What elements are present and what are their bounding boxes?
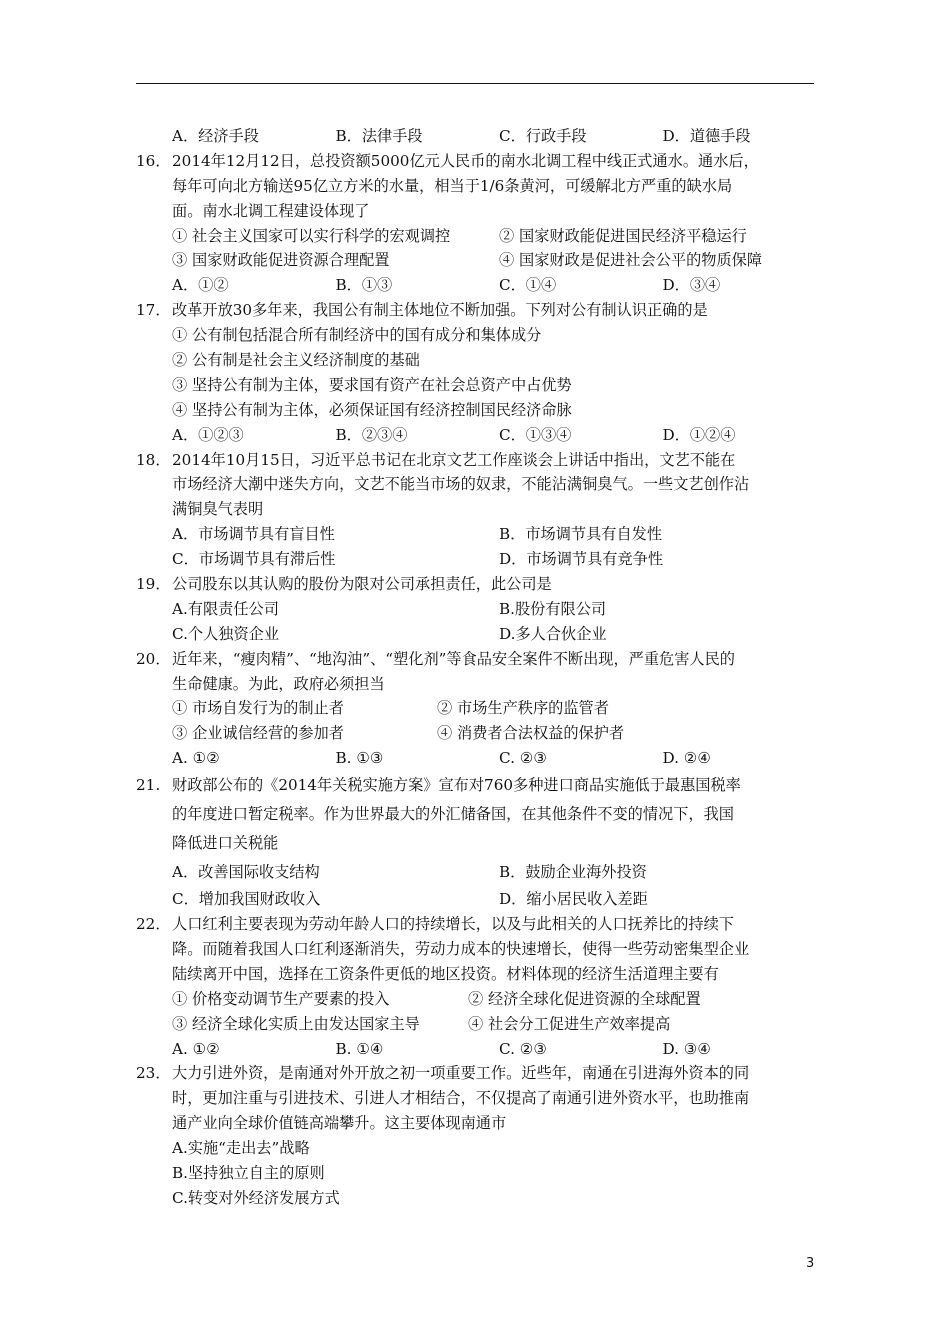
q16-option-c[interactable]: C．①④ xyxy=(499,276,557,295)
q22-stem-line: 降。而随着我国人口红利逐渐消失，劳动力成本的快速增长，使得一些劳动密集型企业 xyxy=(172,939,750,958)
q18-option-d[interactable]: D．市场调节具有竞争性 xyxy=(499,550,664,569)
q19-options xyxy=(136,622,826,647)
q21-option-b[interactable]: B．鼓励企业海外投资 xyxy=(499,863,647,882)
q16-stem-line: 面。南水北调工程建设体现了 xyxy=(172,201,370,220)
q17-option-d[interactable]: D．①②④ xyxy=(662,425,736,444)
q23-option-b[interactable]: B.坚持独立自主的原则 xyxy=(172,1163,325,1182)
q17-option-c[interactable]: C．①③④ xyxy=(499,425,572,444)
q16-item-1: ① 社会主义国家可以实行科学的宏观调控 xyxy=(172,226,451,245)
q16-number: 16． xyxy=(136,151,171,170)
q22-options xyxy=(136,1037,826,1062)
q21-option-a[interactable]: A．改善国际收支结构 xyxy=(172,863,320,882)
q22-option-b[interactable]: B. ①④ xyxy=(335,1039,384,1058)
header-rule xyxy=(136,83,814,84)
q18-stem-line: 满铜臭气表明 xyxy=(172,500,264,519)
q16-option-d[interactable]: D．③④ xyxy=(662,276,721,295)
q18-options xyxy=(136,547,826,572)
q22-number: 22． xyxy=(136,915,171,934)
q17-option-b[interactable]: B．②③④ xyxy=(335,425,408,444)
q16-item-2: ② 国家财政能促进国民经济平稳运行 xyxy=(499,226,747,245)
q23-stem: 23．大力引进外资，是南通对外开放之初一项重要工作。近些年，南通在引进海外资本的同 xyxy=(136,1061,826,1086)
q21-stem: 21. 财政部公布的《2014年关税实施方案》宣布对760多种进口商品实施低于最惠国税率 xyxy=(136,771,826,800)
q23-stem-line: 通产业向全球价值链高端攀升。这主要体现南通市 xyxy=(172,1114,507,1133)
q17-item-4: ④ 坚持公有制为主体，必须保证国有经济控制国民经济命脉 xyxy=(172,400,572,419)
q17-item-1: ① 公有制包括混合所有制经济中的国有成分和集体成分 xyxy=(172,326,542,345)
q18-option-a[interactable]: A．市场调节具有盲目性 xyxy=(172,525,335,544)
q15-option-d[interactable]: D．道德手段 xyxy=(662,127,751,145)
q19-stem: 19．公司股东以其认购的股份为限对公司承担责任，此公司是 xyxy=(136,572,826,597)
page-number: 3 xyxy=(806,1256,815,1271)
q20-items xyxy=(136,696,826,721)
q15-option-c[interactable]: C．行政手段 xyxy=(499,127,587,145)
q16-option-a[interactable]: A．①② xyxy=(172,276,229,295)
q21-option-c[interactable]: C．增加我国财政收入 xyxy=(172,890,321,909)
q16-option-b[interactable]: B．①③ xyxy=(335,276,393,295)
q20-item-3: ③ 企业诚信经营的参加者 xyxy=(172,724,344,743)
q16-stem-line: 每年可向北方输送95亿立方米的水量，相当于1/6条黄河，可缓解北方严重的缺水局 xyxy=(172,176,733,195)
q18-option-b[interactable]: B．市场调节具有自发性 xyxy=(499,525,663,544)
q20-options xyxy=(136,746,826,771)
q17-item-2: ② 公有制是社会主义经济制度的基础 xyxy=(172,351,420,370)
q16-item-3: ③ 国家财政能促进资源合理配置 xyxy=(172,251,390,270)
q17-stem: 17．改革开放30多年来，我国公有制主体地位不断加强。下列对公有制认识正确的是 xyxy=(136,298,826,323)
q21-number: 21. xyxy=(136,776,161,795)
q20-option-b[interactable]: B. ①③ xyxy=(335,749,384,768)
q16-item-4: ④ 国家财政是促进社会公平的物质保障 xyxy=(499,251,763,270)
q18-option-c[interactable]: C．市场调节具有滞后性 xyxy=(172,550,336,569)
q19-option-a[interactable]: A.有限责任公司 xyxy=(172,599,279,618)
q20-number: 20． xyxy=(136,649,171,668)
q15-option-b[interactable]: B．法律手段 xyxy=(335,127,423,145)
q20-item-4: ④ 消费者合法权益的保护者 xyxy=(437,724,625,743)
q17-number: 17． xyxy=(136,301,171,320)
q22-stem-line: 陆续离开中国，选择在工资条件更低的地区投资。材料体现的经济生活道理主要有 xyxy=(172,964,719,983)
q22-item-3: ③ 经济全球化实质上由发达国家主导 xyxy=(172,1014,420,1033)
q17-options xyxy=(136,423,826,448)
q22-option-c[interactable]: C. ②③ xyxy=(499,1039,547,1058)
question-list xyxy=(136,124,826,1211)
q23-option-a[interactable]: A.实施“走出去”战略 xyxy=(172,1139,310,1158)
q22-item-1: ① 价格变动调节生产要素的投入 xyxy=(172,989,390,1008)
q18-options xyxy=(136,522,826,547)
q22-items xyxy=(136,987,826,1012)
q20-option-c[interactable]: C. ②③ xyxy=(499,749,547,768)
q16-stem: 16．2014年12月12日，总投资额5000亿元人民币的南水北调工程中线正式通水。通水后， xyxy=(136,149,826,174)
q18-stem-line: 市场经济大潮中迷失方向，文艺不能当市场的奴隶，不能沾满铜臭气。一些文艺创作沾 xyxy=(172,475,750,494)
q16-items xyxy=(136,224,826,249)
q22-items xyxy=(136,1012,826,1037)
q21-stem-line: 的年度进口暂定税率。作为世界最大的外汇储备国，在其他条件不变的情况下，我国 xyxy=(172,805,734,824)
q20-stem-line: 生命健康。为此，政府必须担当 xyxy=(172,674,385,693)
q17-option-a[interactable]: A．①②③ xyxy=(172,425,244,444)
q20-option-a[interactable]: A. ①② xyxy=(172,749,220,768)
q22-option-d[interactable]: D. ③④ xyxy=(662,1039,712,1058)
q23-number: 23． xyxy=(136,1064,171,1083)
q18-number: 18． xyxy=(136,450,171,469)
q20-option-d[interactable]: D. ②④ xyxy=(662,749,712,768)
q21-option-d[interactable]: D．缩小居民收入差距 xyxy=(499,890,648,909)
q22-item-2: ② 经济全球化促进资源的全球配置 xyxy=(468,989,701,1008)
q21-stem-line: 降低进口关税能 xyxy=(172,834,279,853)
q19-option-b[interactable]: B.股份有限公司 xyxy=(499,599,607,618)
q21-options xyxy=(136,887,826,912)
q22-stem: 22．人口红利主要表现为劳动年龄人口的持续增长，以及与此相关的人口抚养比的持续下 xyxy=(136,912,826,937)
q15-options xyxy=(136,124,826,149)
q19-option-d[interactable]: D.多人合伙企业 xyxy=(499,624,607,643)
q17-item-3: ③ 坚持公有制为主体，要求国有资产在社会总资产中占优势 xyxy=(172,375,572,394)
q16-items xyxy=(136,248,826,273)
q20-item-1: ① 市场自发行为的制止者 xyxy=(172,699,344,718)
q21-options xyxy=(136,858,826,887)
q20-stem: 20．近年来，“瘦肉精”、“地沟油”、“塑化剂”等食品安全案件不断出现，严重危害人民的 xyxy=(136,647,826,672)
q15-option-a[interactable]: A．经济手段 xyxy=(172,127,259,145)
q16-options xyxy=(136,273,826,298)
q22-option-a[interactable]: A. ①② xyxy=(172,1039,220,1058)
q19-option-c[interactable]: C.个人独资企业 xyxy=(172,624,280,643)
q20-item-2: ② 市场生产秩序的监管者 xyxy=(437,699,609,718)
q23-option-c[interactable]: C.转变对外经济发展方式 xyxy=(172,1188,340,1207)
q19-number: 19． xyxy=(136,575,171,594)
q23-stem-line: 时，更加注重与引进技术、引进人才相结合，不仅提高了南通引进外资水平，也助推南 xyxy=(172,1089,750,1108)
q19-options xyxy=(136,597,826,622)
q18-stem: 18．2014年10月15日，习近平总书记在北京文艺工作座谈会上讲话中指出，文艺不能在 xyxy=(136,448,826,473)
q20-items xyxy=(136,721,826,746)
q22-item-4: ④ 社会分工促进生产效率提高 xyxy=(468,1014,671,1033)
